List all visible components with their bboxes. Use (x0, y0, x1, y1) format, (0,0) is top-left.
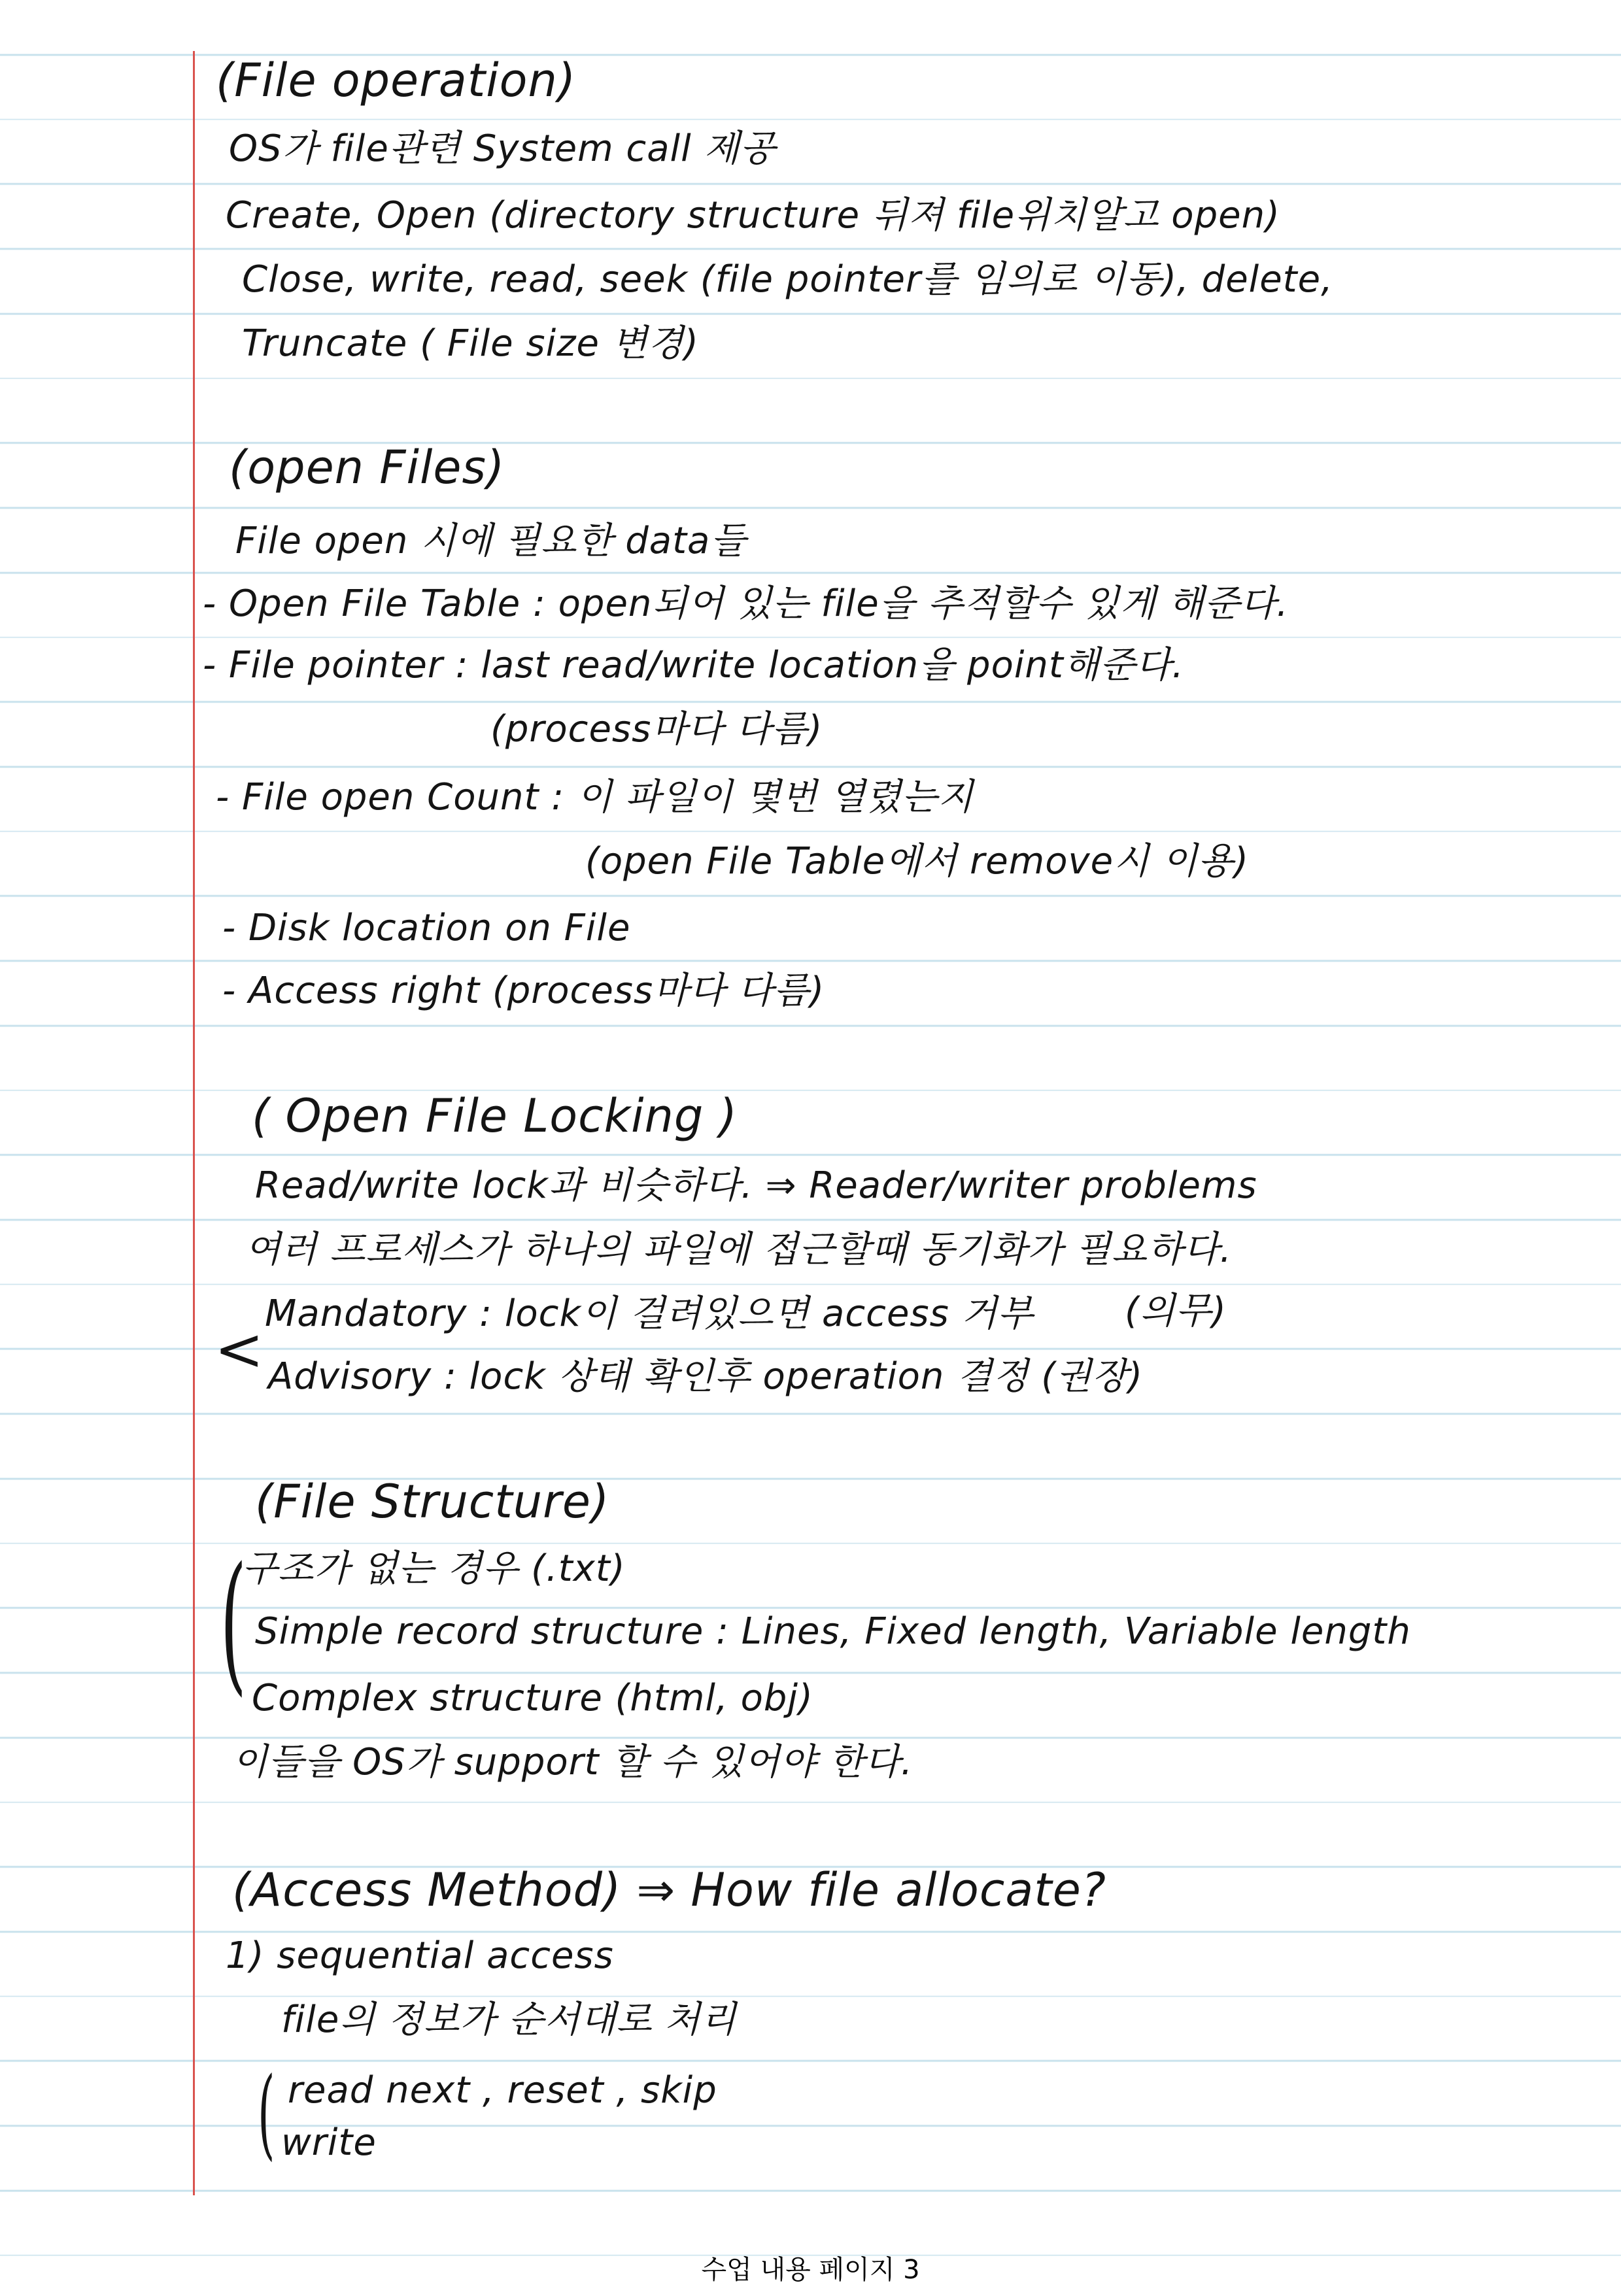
text-line: - Disk location on File (222, 907, 631, 949)
text-line: 이들을 OS가 support 할 수 있어야 한다. (232, 1741, 913, 1783)
page-footer: 수업 내용 페이지 3 (701, 2255, 920, 2285)
heading-open-file-locking: ( Open File Locking ) (252, 1089, 738, 1143)
text-line: write (281, 2121, 377, 2164)
text-line: Simple record structure : Lines, Fixed length, Variable length (255, 1610, 1411, 1653)
text-line: - Access right (process마다 다름) (222, 970, 825, 1012)
heading-open-files: (open Files) (229, 441, 505, 494)
heading-access-method: (Access Method) ⇒ How file allocate? (232, 1863, 1106, 1917)
text-line: - Open File Table : open되어 있는 file을 추적할수 있게 해준다. (203, 582, 1289, 625)
text-line: (open File Table에서 remove시 이용) (585, 840, 1249, 883)
text-line: Read/write lock과 비슷하다. ⇒ Reader/writer problems (255, 1164, 1257, 1207)
heading-file-operation: (File operation) (216, 54, 577, 107)
text-line: Create, Open (directory structure 뒤져 file위치알고 open) (226, 194, 1280, 237)
text-line: 구조가 없는 경우 (.txt) (242, 1547, 626, 1590)
text-line: 여러 프로세스가 하나의 파일에 접근할때 동기화가 필요하다. (245, 1228, 1233, 1271)
text-line: file의 정보가 순서대로 처리 (281, 1999, 737, 2041)
text-line: 1) sequential access (226, 1934, 614, 1977)
left-brace: ( (258, 2057, 275, 2170)
text-line: (의무) (1125, 1290, 1227, 1332)
text-line: (process마다 다름) (490, 708, 823, 751)
text-line: Advisory : lock 상태 확인후 operation 결정 (권장) (268, 1355, 1144, 1398)
text-line: Truncate ( File size 변경) (242, 322, 699, 365)
text-line: read next , reset , skip (288, 2069, 717, 2112)
text-line: Mandatory : lock이 걸려있으면 access 거부 (265, 1292, 1034, 1335)
text-line: File open 시에 필요한 data들 (235, 520, 747, 562)
text-line: - File pointer : last read/write location을 point해준다. (203, 644, 1184, 686)
left-brace: ( (220, 1536, 247, 1710)
text-line: - File open Count : 이 파일이 몇번 열렸는지 (216, 776, 974, 819)
text-line: Complex structure (html, obj) (252, 1677, 813, 1719)
heading-file-structure: (File Structure) (255, 1475, 610, 1528)
text-line: Close, write, read, seek (file pointer를 임의로 이동), delete, (242, 258, 1333, 301)
notebook-margin-line (193, 51, 195, 2195)
text-line: OS가 file관련 System call 제공 (229, 127, 776, 170)
left-angle-bracket: < (214, 1315, 264, 1384)
